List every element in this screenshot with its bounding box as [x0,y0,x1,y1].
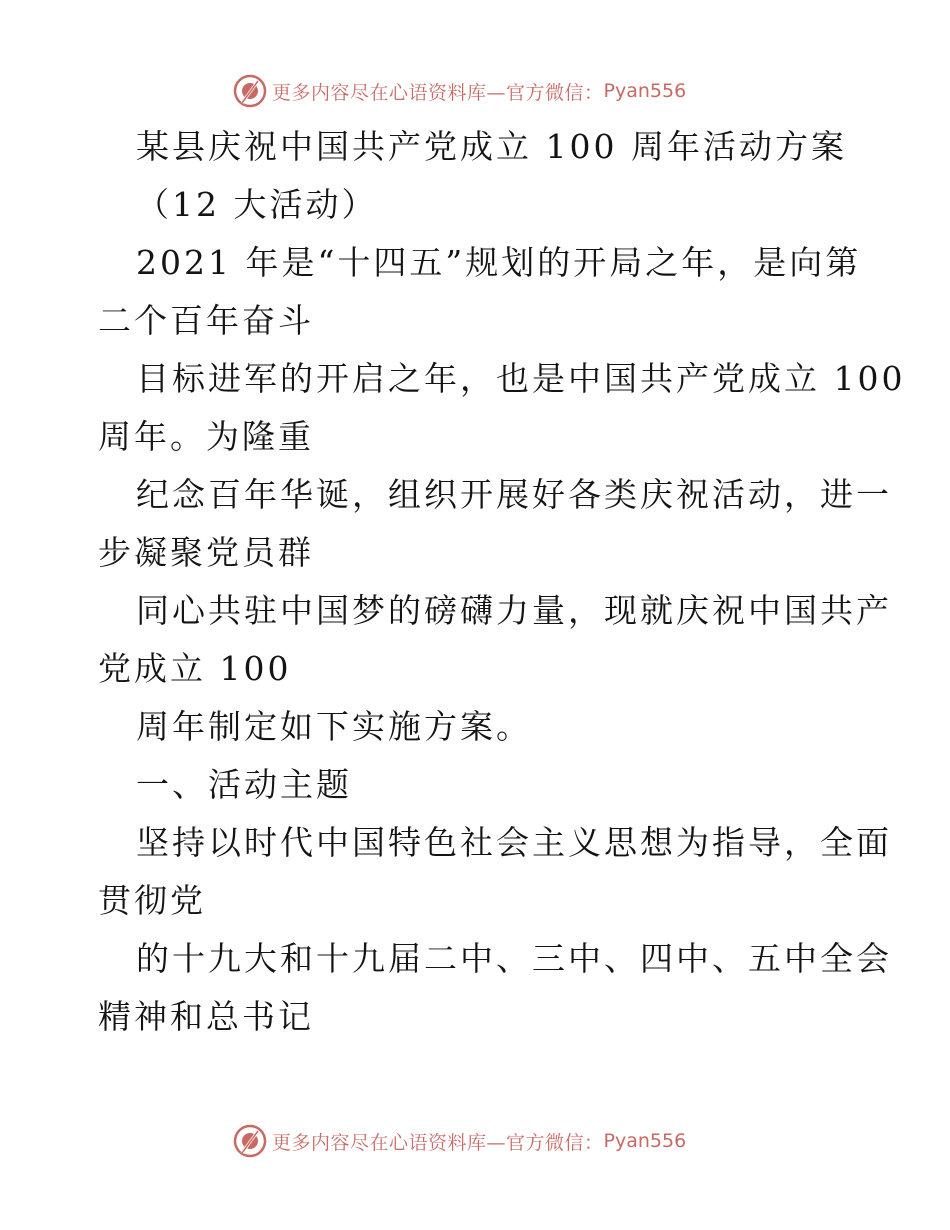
watermark-header [232,73,686,109]
watermark-wechat-id: Pyan556 [603,80,687,102]
body-line: 同心共驻中国梦的磅礴力量，现就庆祝中国共产 [136,591,892,630]
body-line: 贯彻党 [98,881,206,920]
watermark-wechat-id: Pyan556 [603,1130,687,1152]
watermark-text: 更多内容尽在心语资料库—官方微信： [272,81,604,104]
body-line: 周年制定如下实施方案。 [136,707,532,746]
watermark-logo-icon [232,1123,268,1159]
document-subtitle: （12 大活动） [136,185,378,224]
body-line: 2021 年是“十四五”规划的开局之年，是向第 [136,243,862,282]
body-line: 二个百年奋斗 [98,301,314,340]
watermark-logo-icon [232,73,268,109]
body-line: 周年。为隆重 [98,417,314,456]
body-line: 纪念百年华诞，组织开展好各类庆祝活动，进一 [136,475,892,514]
section-heading: 一、活动主题 [136,765,352,804]
document-title: 某县庆祝中国共产党成立 100 周年活动方案 [136,127,847,166]
watermark-footer [232,1123,686,1159]
body-line: 步凝聚党员群 [98,533,314,572]
body-line: 坚持以时代中国特色社会主义思想为指导，全面 [136,823,892,862]
watermark-text: 更多内容尽在心语资料库—官方微信： [272,1131,604,1154]
body-line: 的十九大和十九届二中、三中、四中、五中全会 [136,939,892,978]
body-line: 目标进军的开启之年，也是中国共产党成立 100 [136,359,906,398]
body-line: 精神和总书记 [98,997,314,1036]
body-line: 党成立 100 [98,649,292,688]
